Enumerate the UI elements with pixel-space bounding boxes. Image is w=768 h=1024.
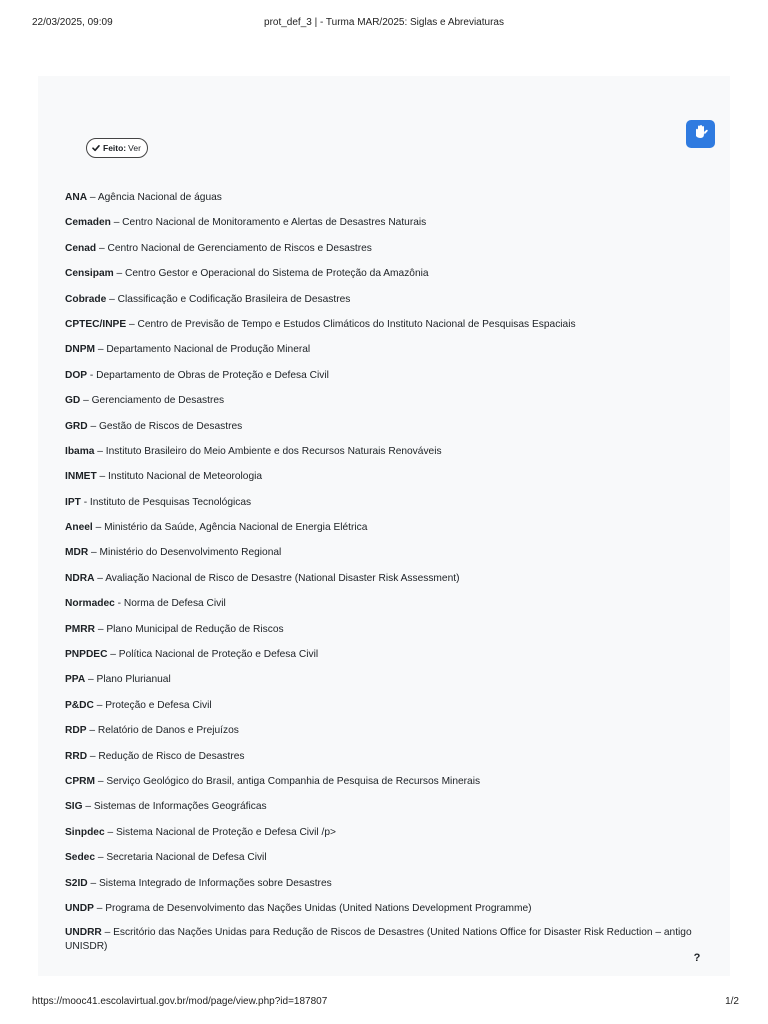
glossary-term: CPTEC/INPE: [65, 318, 127, 330]
glossary-definition: – Agência Nacional de águas: [87, 192, 222, 203]
glossary-term: PMRR: [65, 623, 95, 635]
glossary-definition: - Norma de Defesa Civil: [114, 598, 226, 610]
glossary-list: [65, 190, 705, 958]
sign-language-hands-icon: [692, 123, 710, 146]
glossary-definition: – Departamento Nacional de Produção Mineral: [95, 344, 311, 356]
glossary-definition: – Ministério do Desenvolvimento Regional: [88, 547, 282, 559]
glossary-item: [65, 622, 705, 647]
glossary-term: ANA: [65, 192, 88, 203]
glossary-definition: – Ministério da Saúde, Agência Nacional de Energia Elétrica: [92, 522, 368, 534]
glossary-term: Sedec: [65, 852, 96, 864]
glossary-item: [65, 292, 705, 317]
glossary-item: [65, 749, 705, 774]
glossary-item: [65, 647, 705, 672]
glossary-term: DOP: [65, 369, 88, 381]
glossary-item: [65, 672, 705, 697]
glossary-term: MDR: [65, 547, 89, 559]
glossary-item: [65, 241, 705, 266]
glossary-item: [65, 825, 705, 850]
glossary-term: INMET: [65, 471, 97, 483]
glossary-definition: – Relatório de Danos e Prejuízos: [86, 725, 239, 737]
glossary-item: [65, 698, 705, 723]
glossary-item: [65, 317, 705, 342]
glossary-definition: - Instituto de Pesquisas Tecnológicas: [80, 496, 252, 508]
glossary-item: [65, 342, 705, 367]
glossary-term: S2ID: [65, 877, 88, 889]
print-page-title: prot_def_3 | - Turma MAR/2025: Siglas e Abreviaturas: [264, 17, 504, 28]
glossary-definition: - Departamento de Obras de Proteção e Defesa Civil: [87, 369, 329, 381]
glossary-term: IPT: [65, 496, 81, 508]
glossary-item: [65, 419, 705, 444]
glossary-definition: – Sistemas de Informações Geográficas: [82, 801, 267, 813]
glossary-term: P&DC: [65, 699, 94, 711]
glossary-item: [65, 469, 705, 494]
glossary-term: Aneel: [65, 522, 93, 534]
glossary-item: [65, 926, 705, 958]
glossary-item: [65, 850, 705, 875]
glossary-definition: – Plano Plurianual: [85, 674, 171, 686]
glossary-definition: – Instituto Brasileiro do Meio Ambiente e dos Recursos Naturais Renováveis: [94, 445, 442, 457]
glossary-term: Censipam: [65, 268, 114, 280]
question-mark-icon: ?: [693, 952, 701, 964]
glossary-term: Sinpdec: [65, 826, 105, 838]
glossary-term: Normadec: [65, 598, 115, 610]
glossary-definition: – Centro de Previsão de Tempo e Estudos Climáticos do Instituto Nacional de Pesquisas Espaciais: [126, 318, 576, 330]
completion-value: Ver: [128, 143, 141, 153]
print-header: [0, 17, 768, 31]
glossary-definition: – Centro Nacional de Monitoramento e Alertas de Desastres Naturais: [110, 217, 427, 229]
accessibility-button[interactable]: [686, 120, 715, 148]
glossary-term: GRD: [65, 420, 88, 432]
glossary-term: Ibama: [65, 445, 95, 457]
glossary-term: NDRA: [65, 572, 95, 584]
glossary-item: [65, 774, 705, 799]
print-url: https://mooc41.escolavirtual.gov.br/mod/page/view.php?id=187807: [32, 996, 328, 1007]
glossary-item: [65, 520, 705, 545]
print-footer: [0, 996, 768, 1010]
glossary-definition: – Proteção e Defesa Civil: [93, 699, 212, 711]
glossary-definition: – Escritório das Nações Unidas para Redução de Riscos de Desastres (United Nations Office for Disaster Risk Reduction – antigo UNISDR): [65, 927, 692, 953]
glossary-term: DNPM: [65, 344, 95, 356]
glossary-item: [65, 495, 705, 520]
completion-label: Feito:: [103, 143, 127, 153]
glossary-term: PPA: [65, 674, 86, 686]
glossary-term: Cemaden: [65, 217, 111, 229]
glossary-term: Cobrade: [65, 293, 107, 305]
glossary-item: [65, 799, 705, 824]
glossary-term: RDP: [65, 725, 87, 737]
glossary-item: [65, 444, 705, 469]
check-icon: [92, 144, 100, 152]
glossary-definition: – Serviço Geológico do Brasil, antiga Companhia de Pesquisa de Recursos Minerais: [95, 775, 481, 787]
glossary-definition: – Política Nacional de Proteção e Defesa Civil: [107, 649, 319, 661]
glossary-term: PNPDEC: [65, 649, 108, 661]
glossary-definition: – Sistema Nacional de Proteção e Defesa Civil /p>: [104, 826, 336, 838]
glossary-term: CPRM: [65, 775, 95, 787]
glossary-item: [65, 215, 705, 240]
glossary-item: [65, 723, 705, 748]
glossary-item: [65, 545, 705, 570]
glossary-definition: – Sistema Integrado de Informações sobre Desastres: [87, 877, 332, 889]
glossary-definition: – Plano Municipal de Redução de Riscos: [95, 623, 284, 635]
glossary-term: GD: [65, 395, 81, 407]
glossary-definition: – Secretaria Nacional de Defesa Civil: [95, 852, 267, 864]
glossary-term: UNDP: [65, 902, 94, 914]
glossary-definition: – Gestão de Riscos de Desastres: [87, 420, 243, 432]
print-page-number: 1/2: [725, 996, 739, 1007]
glossary-definition: – Instituto Nacional de Meteorologia: [96, 471, 263, 483]
glossary-item: [65, 368, 705, 393]
glossary-item: [65, 876, 705, 901]
glossary-definition: – Programa de Desenvolvimento das Nações Unidas (United Nations Development Programme): [93, 902, 532, 914]
print-date: 22/03/2025, 09:09: [32, 17, 113, 28]
glossary-term: Cenad: [65, 242, 97, 254]
help-button[interactable]: [690, 950, 704, 966]
glossary-item: [65, 901, 705, 926]
glossary-definition: – Gerenciamento de Desastres: [80, 395, 225, 407]
glossary-item: [65, 266, 705, 291]
glossary-item: [65, 393, 705, 418]
glossary-item: [65, 190, 705, 215]
glossary-term: RRD: [65, 750, 88, 762]
glossary-item: [65, 571, 705, 596]
glossary-definition: – Centro Gestor e Operacional do Sistema de Proteção da Amazônia: [113, 268, 429, 280]
glossary-term: SIG: [65, 801, 83, 813]
glossary-definition: – Classificação e Codificação Brasileira de Desastres: [106, 293, 351, 305]
glossary-definition: – Centro Nacional de Gerenciamento de Riscos e Desastres: [96, 242, 372, 254]
glossary-definition: – Redução de Risco de Desastres: [87, 750, 245, 762]
completion-badge[interactable]: [86, 138, 148, 158]
glossary-term: UNDRR: [65, 927, 102, 939]
glossary-item: [65, 596, 705, 621]
glossary-definition: – Avaliação Nacional de Risco de Desastre (National Disaster Risk Assessment): [94, 572, 460, 584]
